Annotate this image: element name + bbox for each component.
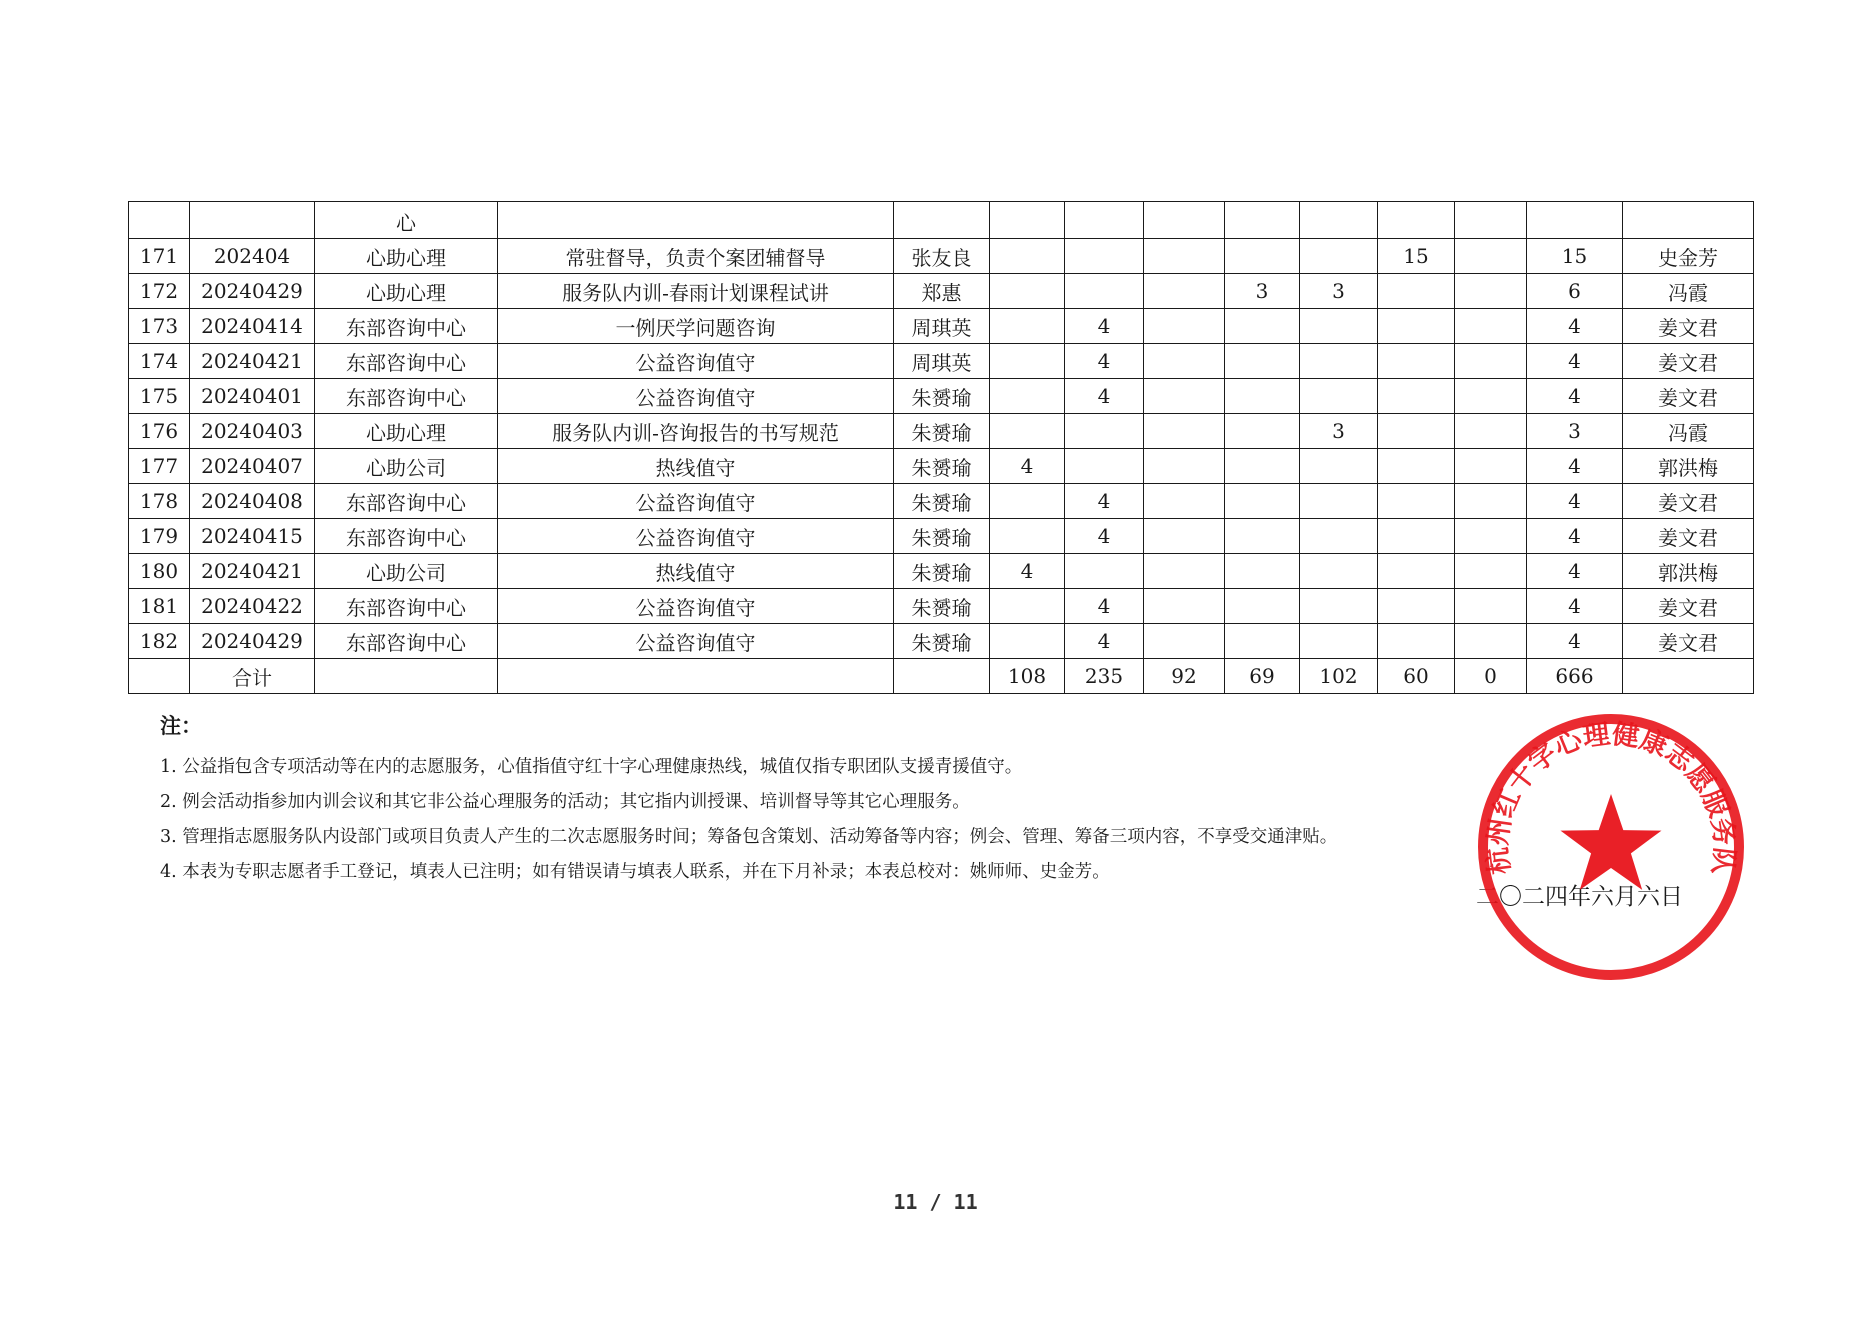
cell-col-total: 15 bbox=[1527, 239, 1623, 274]
cell-col-management bbox=[1378, 202, 1455, 239]
cell-col-management bbox=[1378, 274, 1455, 309]
cell-col-city bbox=[1144, 624, 1225, 659]
cell-col-total: 666 bbox=[1527, 659, 1623, 694]
cell-col-hotline bbox=[990, 274, 1065, 309]
cell-col-no: 173 bbox=[129, 309, 190, 344]
volunteer-hours-table bbox=[128, 201, 1754, 694]
cell-col-volunteer: 朱赟瑜 bbox=[894, 519, 990, 554]
cell-col-volunteer: 朱赟瑜 bbox=[894, 484, 990, 519]
cell-col-other: 3 bbox=[1300, 414, 1378, 449]
document-date: 二〇二四年六月六日 bbox=[1476, 884, 1683, 910]
notes-title: 注： bbox=[160, 714, 202, 738]
cell-col-management bbox=[1378, 449, 1455, 484]
cell-col-total: 6 bbox=[1527, 274, 1623, 309]
cell-col-public: 4 bbox=[1065, 309, 1144, 344]
cell-col-hotline: 4 bbox=[990, 449, 1065, 484]
cell-col-other bbox=[1300, 484, 1378, 519]
cell-col-public: 4 bbox=[1065, 344, 1144, 379]
table-row bbox=[129, 379, 1754, 414]
table-row bbox=[129, 202, 1754, 239]
cell-col-no bbox=[129, 659, 190, 694]
red-seal-stamp bbox=[1476, 712, 1746, 982]
cell-col-other bbox=[1300, 202, 1378, 239]
cell-col-city bbox=[1144, 519, 1225, 554]
cell-col-volunteer bbox=[894, 202, 990, 239]
cell-col-no: 181 bbox=[129, 589, 190, 624]
cell-col-verifier: 姜文君 bbox=[1623, 519, 1754, 554]
cell-col-public bbox=[1065, 414, 1144, 449]
cell-col-city bbox=[1144, 484, 1225, 519]
cell-col-total: 4 bbox=[1527, 624, 1623, 659]
cell-col-unit: 东部咨询中心 bbox=[315, 309, 498, 344]
cell-col-verifier: 姜文君 bbox=[1623, 484, 1754, 519]
cell-col-volunteer bbox=[894, 659, 990, 694]
cell-col-meeting bbox=[1225, 554, 1300, 589]
cell-col-content bbox=[498, 202, 894, 239]
cell-col-management bbox=[1378, 484, 1455, 519]
cell-col-management: 15 bbox=[1378, 239, 1455, 274]
cell-col-prep bbox=[1455, 484, 1527, 519]
cell-col-hotline bbox=[990, 484, 1065, 519]
cell-col-verifier: 姜文君 bbox=[1623, 344, 1754, 379]
cell-col-city bbox=[1144, 274, 1225, 309]
cell-col-meeting bbox=[1225, 379, 1300, 414]
cell-col-meeting: 3 bbox=[1225, 274, 1300, 309]
cell-col-prep bbox=[1455, 589, 1527, 624]
cell-col-public bbox=[1065, 239, 1144, 274]
note-item: 3. 管理指志愿服务队内设部门或项目负责人产生的二次志愿服务时间；筹备包含策划、活动筹备等内容；例会、管理、筹备三项内容，不享受交通津贴。 bbox=[160, 827, 1338, 847]
cell-col-date: 20240429 bbox=[190, 274, 315, 309]
cell-col-management bbox=[1378, 554, 1455, 589]
cell-col-hotline bbox=[990, 202, 1065, 239]
table-row bbox=[129, 484, 1754, 519]
cell-col-content: 公益咨询值守 bbox=[498, 344, 894, 379]
table-row bbox=[129, 414, 1754, 449]
cell-col-no: 171 bbox=[129, 239, 190, 274]
cell-col-date: 20240415 bbox=[190, 519, 315, 554]
cell-col-other bbox=[1300, 519, 1378, 554]
cell-col-volunteer: 周琪英 bbox=[894, 344, 990, 379]
seal-text: 杭州红十字心理健康志愿服务队 bbox=[1482, 718, 1740, 877]
cell-col-hotline bbox=[990, 344, 1065, 379]
cell-col-date: 20240414 bbox=[190, 309, 315, 344]
cell-col-volunteer: 朱赟瑜 bbox=[894, 624, 990, 659]
cell-col-public: 4 bbox=[1065, 519, 1144, 554]
note-item: 4. 本表为专职志愿者手工登记，填表人已注明；如有错误请与填表人联系，并在下月补录；本表总校对：姚师师、史金芳。 bbox=[160, 862, 1110, 882]
cell-col-prep bbox=[1455, 274, 1527, 309]
cell-col-city bbox=[1144, 589, 1225, 624]
cell-col-city bbox=[1144, 309, 1225, 344]
cell-col-unit: 东部咨询中心 bbox=[315, 344, 498, 379]
cell-col-hotline bbox=[990, 379, 1065, 414]
cell-col-unit: 心助心理 bbox=[315, 239, 498, 274]
table-row bbox=[129, 344, 1754, 379]
cell-col-other bbox=[1300, 589, 1378, 624]
cell-col-date: 20240422 bbox=[190, 589, 315, 624]
cell-col-other bbox=[1300, 239, 1378, 274]
cell-col-hotline bbox=[990, 239, 1065, 274]
cell-col-public bbox=[1065, 274, 1144, 309]
cell-col-meeting bbox=[1225, 519, 1300, 554]
cell-col-hotline bbox=[990, 589, 1065, 624]
cell-col-content: 服务队内训-咨询报告的书写规范 bbox=[498, 414, 894, 449]
cell-col-total: 4 bbox=[1527, 379, 1623, 414]
cell-col-city: 92 bbox=[1144, 659, 1225, 694]
cell-col-city bbox=[1144, 202, 1225, 239]
cell-col-other bbox=[1300, 624, 1378, 659]
cell-col-unit: 东部咨询中心 bbox=[315, 484, 498, 519]
cell-col-prep bbox=[1455, 344, 1527, 379]
cell-col-total: 4 bbox=[1527, 519, 1623, 554]
cell-col-content: 热线值守 bbox=[498, 449, 894, 484]
cell-col-public bbox=[1065, 202, 1144, 239]
cell-col-management: 60 bbox=[1378, 659, 1455, 694]
cell-col-volunteer: 朱赟瑜 bbox=[894, 379, 990, 414]
cell-col-total: 4 bbox=[1527, 344, 1623, 379]
cell-col-meeting bbox=[1225, 484, 1300, 519]
cell-col-verifier: 郭洪梅 bbox=[1623, 449, 1754, 484]
cell-col-city bbox=[1144, 449, 1225, 484]
cell-col-unit: 东部咨询中心 bbox=[315, 379, 498, 414]
table-row bbox=[129, 274, 1754, 309]
cell-col-date: 20240408 bbox=[190, 484, 315, 519]
cell-col-public: 4 bbox=[1065, 624, 1144, 659]
cell-col-meeting bbox=[1225, 449, 1300, 484]
cell-col-prep bbox=[1455, 519, 1527, 554]
cell-col-prep: 0 bbox=[1455, 659, 1527, 694]
cell-col-hotline: 4 bbox=[990, 554, 1065, 589]
cell-col-no: 179 bbox=[129, 519, 190, 554]
cell-col-management bbox=[1378, 519, 1455, 554]
cell-col-total: 4 bbox=[1527, 484, 1623, 519]
cell-col-prep bbox=[1455, 202, 1527, 239]
cell-col-date: 20240421 bbox=[190, 344, 315, 379]
cell-col-verifier: 冯霞 bbox=[1623, 274, 1754, 309]
cell-col-management bbox=[1378, 309, 1455, 344]
cell-col-volunteer: 朱赟瑜 bbox=[894, 449, 990, 484]
cell-col-prep bbox=[1455, 624, 1527, 659]
cell-col-content: 常驻督导，负责个案团辅督导 bbox=[498, 239, 894, 274]
cell-col-volunteer: 郑惠 bbox=[894, 274, 990, 309]
cell-col-verifier: 史金芳 bbox=[1623, 239, 1754, 274]
cell-col-content: 公益咨询值守 bbox=[498, 379, 894, 414]
cell-col-total bbox=[1527, 202, 1623, 239]
cell-col-prep bbox=[1455, 309, 1527, 344]
cell-col-verifier: 郭洪梅 bbox=[1623, 554, 1754, 589]
cell-col-public: 235 bbox=[1065, 659, 1144, 694]
table-row bbox=[129, 239, 1754, 274]
cell-col-city bbox=[1144, 554, 1225, 589]
cell-col-other bbox=[1300, 379, 1378, 414]
cell-col-verifier: 姜文君 bbox=[1623, 589, 1754, 624]
cell-col-date: 20240407 bbox=[190, 449, 315, 484]
cell-col-prep bbox=[1455, 414, 1527, 449]
cell-col-no: 178 bbox=[129, 484, 190, 519]
cell-col-unit bbox=[315, 659, 498, 694]
cell-col-content: 热线值守 bbox=[498, 554, 894, 589]
cell-col-public: 4 bbox=[1065, 379, 1144, 414]
cell-col-city bbox=[1144, 379, 1225, 414]
cell-col-content: 服务队内训-春雨计划课程试讲 bbox=[498, 274, 894, 309]
cell-col-meeting bbox=[1225, 239, 1300, 274]
cell-col-meeting: 69 bbox=[1225, 659, 1300, 694]
cell-col-hotline bbox=[990, 414, 1065, 449]
cell-col-prep bbox=[1455, 449, 1527, 484]
note-item: 2. 例会活动指参加内训会议和其它非公益心理服务的活动；其它指内训授课、培训督导等其它心理服务。 bbox=[160, 792, 970, 812]
cell-col-public bbox=[1065, 449, 1144, 484]
cell-col-date: 20240403 bbox=[190, 414, 315, 449]
cell-col-public: 4 bbox=[1065, 484, 1144, 519]
cell-col-no: 177 bbox=[129, 449, 190, 484]
cell-col-content: 公益咨询值守 bbox=[498, 589, 894, 624]
note-item: 1. 公益指包含专项活动等在内的志愿服务，心值指值守红十字心理健康热线，城值仅指专职团队支援青援值守。 bbox=[160, 757, 1023, 777]
cell-col-total: 4 bbox=[1527, 554, 1623, 589]
cell-col-verifier: 姜文君 bbox=[1623, 624, 1754, 659]
notes-section bbox=[160, 710, 1560, 890]
table-row bbox=[129, 449, 1754, 484]
table-row bbox=[129, 624, 1754, 659]
cell-col-verifier: 姜文君 bbox=[1623, 379, 1754, 414]
cell-col-unit: 心 bbox=[315, 202, 498, 239]
cell-col-hotline bbox=[990, 624, 1065, 659]
cell-col-content: 公益咨询值守 bbox=[498, 624, 894, 659]
cell-col-volunteer: 张友良 bbox=[894, 239, 990, 274]
cell-col-other bbox=[1300, 344, 1378, 379]
cell-col-verifier bbox=[1623, 202, 1754, 239]
cell-col-content bbox=[498, 659, 894, 694]
cell-col-unit: 东部咨询中心 bbox=[315, 589, 498, 624]
cell-col-other bbox=[1300, 449, 1378, 484]
cell-col-unit: 心助心理 bbox=[315, 414, 498, 449]
cell-col-total: 4 bbox=[1527, 589, 1623, 624]
cell-col-unit: 心助心理 bbox=[315, 274, 498, 309]
table-row bbox=[129, 519, 1754, 554]
cell-col-total: 4 bbox=[1527, 449, 1623, 484]
cell-col-meeting bbox=[1225, 414, 1300, 449]
cell-col-meeting bbox=[1225, 309, 1300, 344]
cell-col-no: 174 bbox=[129, 344, 190, 379]
cell-col-unit: 心助公司 bbox=[315, 554, 498, 589]
cell-col-hotline bbox=[990, 519, 1065, 554]
cell-col-no: 182 bbox=[129, 624, 190, 659]
cell-col-date: 20240421 bbox=[190, 554, 315, 589]
cell-col-city bbox=[1144, 414, 1225, 449]
table-row bbox=[129, 554, 1754, 589]
seal-star-icon bbox=[1561, 794, 1662, 890]
table-row bbox=[129, 589, 1754, 624]
cell-col-management bbox=[1378, 414, 1455, 449]
cell-col-verifier bbox=[1623, 659, 1754, 694]
cell-col-date: 20240429 bbox=[190, 624, 315, 659]
cell-col-unit: 心助公司 bbox=[315, 449, 498, 484]
cell-col-prep bbox=[1455, 379, 1527, 414]
cell-col-prep bbox=[1455, 554, 1527, 589]
cell-col-public: 4 bbox=[1065, 589, 1144, 624]
cell-col-management bbox=[1378, 624, 1455, 659]
cell-col-date: 202404 bbox=[190, 239, 315, 274]
cell-col-total: 3 bbox=[1527, 414, 1623, 449]
cell-col-unit: 东部咨询中心 bbox=[315, 519, 498, 554]
cell-col-management bbox=[1378, 379, 1455, 414]
cell-col-verifier: 冯霞 bbox=[1623, 414, 1754, 449]
cell-col-no: 180 bbox=[129, 554, 190, 589]
cell-col-content: 公益咨询值守 bbox=[498, 484, 894, 519]
cell-col-volunteer: 朱赟瑜 bbox=[894, 554, 990, 589]
cell-col-hotline: 108 bbox=[990, 659, 1065, 694]
cell-col-management bbox=[1378, 344, 1455, 379]
cell-col-prep bbox=[1455, 239, 1527, 274]
cell-col-public bbox=[1065, 554, 1144, 589]
cell-col-other bbox=[1300, 309, 1378, 344]
cell-col-other: 3 bbox=[1300, 274, 1378, 309]
cell-col-no bbox=[129, 202, 190, 239]
cell-col-meeting bbox=[1225, 589, 1300, 624]
cell-col-unit: 东部咨询中心 bbox=[315, 624, 498, 659]
cell-col-volunteer: 朱赟瑜 bbox=[894, 589, 990, 624]
cell-col-date bbox=[190, 202, 315, 239]
cell-col-other bbox=[1300, 554, 1378, 589]
cell-col-hotline bbox=[990, 309, 1065, 344]
page-number: 11 / 11 bbox=[893, 1190, 978, 1214]
table-row bbox=[129, 309, 1754, 344]
cell-col-date: 20240401 bbox=[190, 379, 315, 414]
cell-col-no: 172 bbox=[129, 274, 190, 309]
cell-col-content: 一例厌学问题咨询 bbox=[498, 309, 894, 344]
cell-col-other: 102 bbox=[1300, 659, 1378, 694]
cell-col-city bbox=[1144, 344, 1225, 379]
cell-col-verifier: 姜文君 bbox=[1623, 309, 1754, 344]
cell-col-total: 4 bbox=[1527, 309, 1623, 344]
cell-col-no: 175 bbox=[129, 379, 190, 414]
cell-col-meeting bbox=[1225, 344, 1300, 379]
cell-col-volunteer: 周琪英 bbox=[894, 309, 990, 344]
cell-col-no: 176 bbox=[129, 414, 190, 449]
cell-col-meeting bbox=[1225, 624, 1300, 659]
total-row bbox=[129, 659, 1754, 694]
cell-col-meeting bbox=[1225, 202, 1300, 239]
cell-col-management bbox=[1378, 589, 1455, 624]
cell-col-volunteer: 朱赟瑜 bbox=[894, 414, 990, 449]
cell-col-city bbox=[1144, 239, 1225, 274]
cell-col-date: 合计 bbox=[190, 659, 315, 694]
cell-col-content: 公益咨询值守 bbox=[498, 519, 894, 554]
